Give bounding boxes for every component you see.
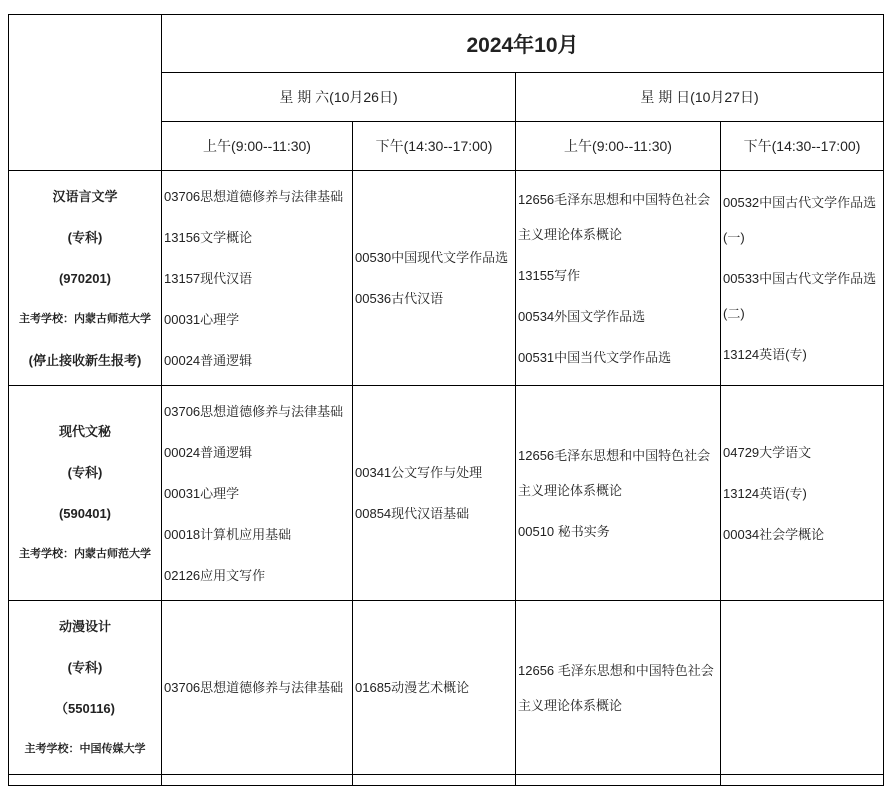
course-item: 00031心理学 bbox=[164, 485, 240, 501]
slot-sat-morning: 上午(9:00--11:30) bbox=[162, 122, 353, 171]
slot-sat-afternoon: 下午(14:30--17:00) bbox=[353, 122, 516, 171]
empty-cell bbox=[353, 775, 516, 786]
course-item: 02126应用文写作 bbox=[164, 567, 266, 583]
schedule-title: 2024年10月 bbox=[162, 15, 884, 73]
slot-sun-morning: 上午(9:00--11:30) bbox=[516, 122, 721, 171]
course-item: 00854现代汉语基础 bbox=[355, 506, 470, 521]
course-item: 01685动漫艺术概论 bbox=[355, 680, 470, 695]
course-item: 12656 毛泽东思想和中国特色社会主义理论体系概论 bbox=[518, 662, 714, 713]
course-item: 00024普通逻辑 bbox=[164, 444, 253, 460]
course-item: 00341公文写作与处理 bbox=[355, 465, 483, 480]
empty-cell bbox=[721, 775, 884, 786]
next-row-partial bbox=[9, 775, 884, 786]
major-info: (专科) bbox=[67, 659, 103, 675]
major-info: 主考学校：内蒙古师范大学 bbox=[19, 312, 151, 325]
course-item: 00530中国现代文学作品选 bbox=[355, 250, 509, 265]
course-item: 00024普通逻辑 bbox=[164, 352, 253, 368]
course-item: 00510 秘书实务 bbox=[518, 523, 610, 539]
corner-cell bbox=[9, 15, 162, 171]
course-item: 13155写作 bbox=[518, 267, 581, 283]
major-name: 汉语言文学 bbox=[52, 188, 118, 204]
course-cell bbox=[162, 386, 353, 601]
course-cell bbox=[721, 601, 884, 775]
course-item: 00534外国文学作品选 bbox=[518, 308, 646, 324]
course-item: 00536古代汉语 bbox=[355, 291, 444, 306]
course-item: 00533中国古代文学作品选(二) bbox=[723, 270, 877, 321]
course-cell bbox=[721, 386, 884, 601]
course-cell bbox=[353, 386, 516, 601]
course-cell bbox=[162, 601, 353, 775]
course-item: 12656毛泽东思想和中国特色社会主义理论体系概论 bbox=[518, 191, 711, 242]
major-info: (590401) bbox=[58, 506, 112, 521]
major-name: 动漫设计 bbox=[58, 618, 111, 634]
major-row bbox=[9, 601, 884, 775]
empty-cell bbox=[162, 775, 353, 786]
course-item: 03706思想道德修养与法律基础 bbox=[164, 188, 344, 204]
major-cell bbox=[9, 171, 162, 386]
major-info: (970201) bbox=[58, 270, 112, 286]
exam-schedule-table bbox=[8, 14, 884, 786]
major-info: 主考学校：中国传媒大学 bbox=[24, 742, 146, 755]
course-item: 00018计算机应用基础 bbox=[164, 526, 292, 542]
course-item: 00034社会学概论 bbox=[723, 526, 825, 542]
course-cell bbox=[516, 171, 721, 386]
course-item: 13124英语(专) bbox=[723, 346, 807, 362]
major-cell bbox=[9, 386, 162, 601]
empty-cell bbox=[516, 775, 721, 786]
slot-sun-afternoon: 下午(14:30--17:00) bbox=[721, 122, 884, 171]
course-item: 03706思想道德修养与法律基础 bbox=[164, 680, 344, 695]
course-cell bbox=[353, 171, 516, 386]
course-cell bbox=[721, 171, 884, 386]
empty-cell bbox=[9, 775, 162, 786]
major-row bbox=[9, 171, 884, 386]
major-info: (专科) bbox=[67, 465, 103, 480]
course-cell bbox=[162, 171, 353, 386]
course-item: 04729大学语文 bbox=[723, 444, 812, 460]
major-info: 主考学校：内蒙古师范大学 bbox=[19, 548, 151, 560]
course-cell bbox=[516, 601, 721, 775]
course-item: 00532中国古代文学作品选(一) bbox=[723, 194, 877, 245]
course-item: 00031心理学 bbox=[164, 311, 240, 327]
course-item: 03706思想道德修养与法律基础 bbox=[164, 403, 344, 419]
course-item: 12656毛泽东思想和中国特色社会主义理论体系概论 bbox=[518, 447, 711, 498]
day-header-sunday: 星 期 日(10月27日) bbox=[516, 73, 884, 122]
course-cell bbox=[516, 386, 721, 601]
major-row bbox=[9, 386, 884, 601]
course-item: 13156文学概论 bbox=[164, 229, 253, 245]
course-item: 13157现代汉语 bbox=[164, 270, 253, 286]
course-cell bbox=[353, 601, 516, 775]
major-name: 现代文秘 bbox=[58, 424, 111, 439]
course-item: 13124英语(专) bbox=[723, 485, 807, 501]
major-cell bbox=[9, 601, 162, 775]
day-header-saturday: 星 期 六(10月26日) bbox=[162, 73, 516, 122]
major-info: （550116) bbox=[55, 700, 115, 716]
major-info: (停止接收新生报考) bbox=[28, 352, 142, 368]
course-item: 00531中国当代文学作品选 bbox=[518, 349, 672, 365]
major-info: (专科) bbox=[67, 229, 103, 245]
